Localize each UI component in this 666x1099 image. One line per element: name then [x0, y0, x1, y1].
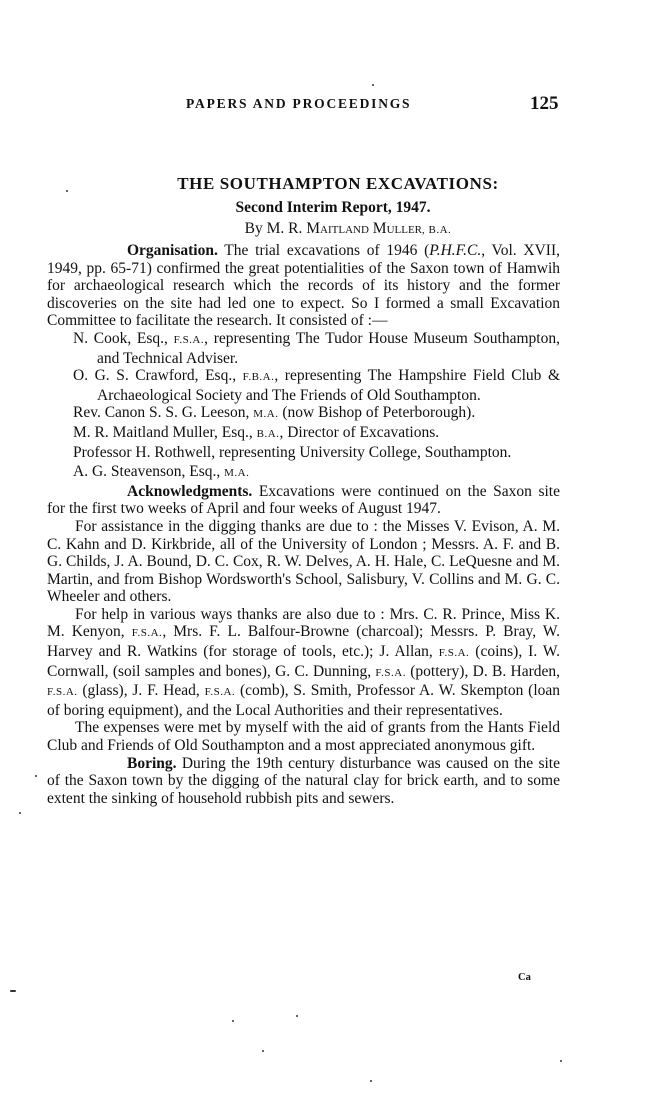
byline-degree: , B.A.	[422, 224, 452, 236]
help-text: (glass), J. F. Head,	[77, 682, 205, 700]
member-qualification: B.A.	[256, 427, 280, 440]
byline-name: Maitland Muller	[306, 220, 423, 237]
running-head-title: PAPERS AND PROCEEDINGS	[186, 96, 412, 111]
article-title: THE SOUTHAMPTON EXCAVATIONS:	[177, 174, 499, 193]
acknowledgments-heading: Acknowledgments.	[127, 482, 253, 500]
organisation-heading: Organisation.	[127, 242, 218, 259]
scan-speck	[370, 1080, 372, 1082]
qualification: F.S.A.	[375, 666, 406, 679]
committee-member	[47, 367, 560, 404]
help-text: For help in various ways thanks are also due to : Mrs. C. R. Prince, Miss K. M. Kenyon,	[47, 605, 560, 641]
organisation-text-a: The trial excavations of 1946 (	[217, 242, 430, 259]
help-thanks-paragraph	[47, 606, 560, 720]
digging-thanks-paragraph: For assistance in the digging thanks are due to : the Misses V. Evison, A. M. C. Kahn and D. Kirkbride, all of the University of London ; Messrs. A. F. and B. G. Childs, J. A. Bound, D. C. Cox, R. W. Delves, A. H. Hale, C. LeQuesne and M. Martin, and from Bishop Wordsworth's School, Salisbury, V. Collins and M. G. C. Wheeler and others.	[47, 517, 560, 606]
member-name: N. Cook, Esq.,	[73, 329, 174, 347]
member-role: (now Bishop of Peterborough).	[278, 404, 476, 422]
acknowledgments-paragraph	[47, 483, 560, 518]
member-name: O. G. S. Crawford, Esq.,	[73, 367, 243, 385]
scan-speck	[296, 1015, 298, 1017]
committee-member	[47, 404, 560, 424]
help-text: (coins), I. W. Cornwall, (soil samples and bones), G. C. Dunning,	[47, 643, 560, 680]
qualification: F.S.A.	[131, 627, 163, 640]
byline-prefix: By M. R.	[244, 220, 307, 237]
scan-speck	[232, 1020, 234, 1022]
qualification: F.S.A.	[438, 647, 470, 660]
committee-member	[47, 424, 560, 444]
member-role: , representing The Tudor House Museum Southampton, and Technical Adviser.	[97, 329, 560, 367]
expenses-paragraph: The expenses were met by myself with the aid of grants from the Hants Field Club and Friends of Old Southampton and a most appreciated anonymous gift.	[47, 719, 560, 755]
organisation-text-b: , Vol. XVII, 1949, pp. 65-71) confirmed the great potentialities of the Saxon town of Hamwih for archaeological research which the records of its history and the former discoveries on the site had led one to expect. So I formed a small Excavation Committee to facilitate the research. It consisted of :—	[47, 242, 560, 330]
byline	[0, 220, 666, 238]
member-name: Rev. Canon S. S. G. Leeson,	[73, 404, 254, 422]
scan-speck	[262, 1050, 264, 1052]
scan-speck	[560, 1060, 562, 1062]
boring-text: During the 19th century disturbance was caused on the site of the Saxon town by the digging of the natural clay for brick earth, and to some extent the sinking of household rubbish pits and sewers.	[47, 754, 560, 807]
member-qualification: M.A.	[253, 408, 279, 421]
member-qualification: F.S.A.	[173, 333, 205, 346]
help-text: (comb), S. Smith, Professor A. W. Skempton (loan of boring equipment), and the Local Authorities and their representatives.	[47, 682, 561, 719]
acknowledgments-text: Excavations were continued on the Saxon site for the first two weeks of April and four weeks of August 1947.	[47, 482, 560, 518]
running-head	[0, 93, 666, 116]
scan-speck	[10, 990, 16, 992]
scan-speck	[372, 84, 374, 86]
scan-speck	[66, 190, 68, 192]
committee-list	[47, 330, 560, 483]
member-role: , representing The Hampshire Field Club & Archaeological Society and The Friends of Old Southampton.	[97, 367, 561, 404]
qualification: F.S.A.	[204, 686, 236, 699]
member-name: A. G. Steavenson, Esq.,	[73, 463, 225, 481]
member-qualification: F.B.A.	[242, 371, 275, 384]
qualification: F.S.A.	[47, 686, 78, 699]
committee-member	[47, 444, 560, 464]
member-role: , Director of Excavations.	[279, 423, 440, 441]
article-body	[47, 242, 560, 807]
boring-heading: Boring.	[127, 754, 177, 772]
committee-member	[47, 463, 560, 483]
help-text: , Mrs. F. L. Balfour-Browne (charcoal); Messrs. P. Bray, W. Harvey and R. Watkins (for storage of tools, etc.); J. Allan,	[47, 623, 560, 661]
member-name: M. R. Maitland Muller, Esq.,	[73, 423, 257, 441]
boring-paragraph	[47, 755, 560, 808]
help-text: (pottery), D. B. Harden,	[405, 662, 560, 680]
member-name: Professor H. Rothwell, representing University College, Southampton.	[73, 443, 512, 461]
page-number: 125	[530, 93, 559, 114]
member-qualification: M.A.	[224, 467, 250, 480]
organisation-paragraph	[47, 242, 560, 330]
article-subtitle: Second Interim Report, 1947.	[235, 199, 431, 216]
scan-speck	[35, 775, 37, 777]
committee-member	[47, 330, 560, 367]
catchword: Ca	[518, 972, 531, 983]
scan-speck	[19, 812, 21, 814]
journal-abbrev: P.H.F.C.	[429, 242, 482, 259]
